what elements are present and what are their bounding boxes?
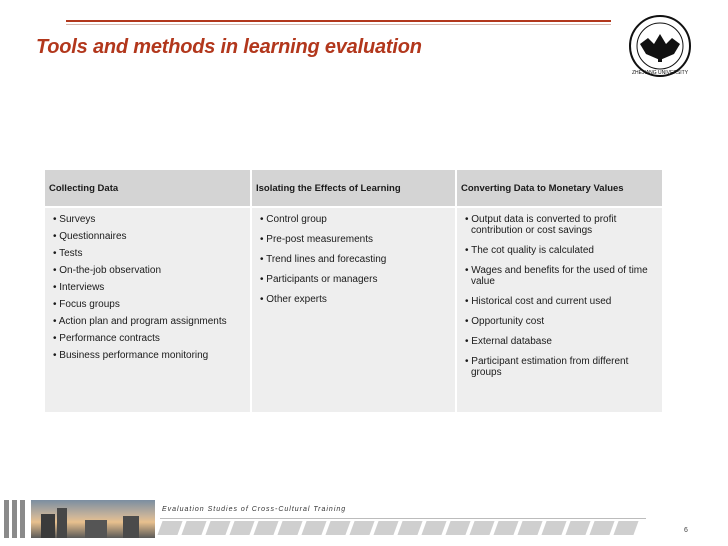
svg-text:ZHEJIANG UNIVERSITY: ZHEJIANG UNIVERSITY (631, 70, 689, 76)
list-item: • Participants or managers (260, 274, 378, 285)
list-item: • Pre-post measurements (260, 234, 373, 245)
list-item: • Opportunity cost (465, 316, 545, 327)
list-item: • Participant estimation from different groups (465, 356, 629, 378)
list-item: • On-the-job observation (53, 265, 162, 276)
converting-data-cell (457, 208, 662, 412)
footer-stripes (160, 521, 646, 535)
converting-data-list (463, 214, 658, 378)
isolating-effects-cell (252, 208, 455, 412)
collecting-data-cell (45, 208, 250, 412)
list-item: • Interviews (53, 282, 105, 293)
table-row (45, 208, 662, 412)
header-converting-data: Converting Data to Monetary Values (457, 170, 662, 206)
header-rule-thin (66, 24, 611, 25)
list-item: • Other experts (260, 294, 327, 305)
list-item: • Action plan and program assignments (53, 316, 227, 327)
slide-title: Tools and methods in learning evaluation (36, 36, 422, 58)
list-item: • Performance contracts (53, 333, 160, 344)
footer-rule (160, 518, 646, 519)
page-number: 6 (684, 527, 688, 534)
list-item: • External database (465, 336, 552, 347)
list-item: • The cot quality is calculated (465, 245, 594, 256)
list-item: • Output data is converted to profit contribution or cost savings (465, 214, 617, 236)
list-item: • Trend lines and forecasting (260, 254, 387, 265)
header-rule (66, 20, 611, 22)
list-item: • Tests (53, 248, 83, 259)
list-item: • Questionnaires (53, 231, 127, 242)
university-logo (628, 14, 692, 78)
list-item: • Control group (260, 214, 327, 225)
list-item: • Focus groups (53, 299, 120, 310)
footer-caption: Evaluation Studies of Cross-Cultural Training (162, 506, 347, 513)
footer-cityscape-image (31, 500, 155, 538)
isolating-effects-list (258, 214, 451, 305)
list-item: • Wages and benefits for the used of time value (465, 265, 648, 287)
table-header-row (45, 170, 662, 206)
collecting-data-list (51, 214, 246, 361)
list-item: • Historical cost and current used (465, 296, 612, 307)
list-item: • Business performance monitoring (53, 350, 209, 361)
header-collecting-data: Collecting Data (45, 170, 250, 206)
header-isolating-effects: Isolating the Effects of Learning (252, 170, 455, 206)
evaluation-methods-table (43, 168, 664, 414)
list-item: • Surveys (53, 214, 96, 225)
